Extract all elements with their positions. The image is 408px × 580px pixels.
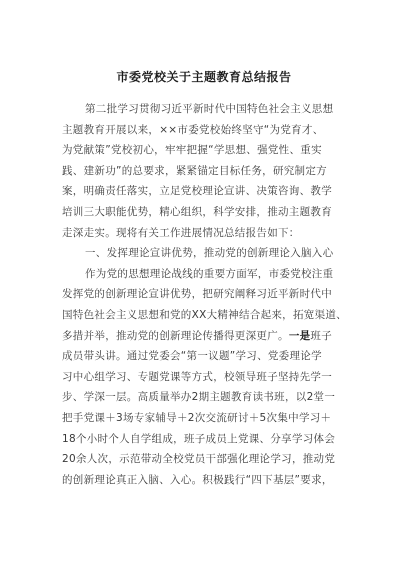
- body-line: 第二批学习贯彻习近平新时代中国特色社会主义思想: [85, 103, 334, 115]
- body-line-tail: 班子: [310, 329, 333, 342]
- body-line: 培训三大职能优势，精心组织，科学安排，推动主题教育: [62, 205, 332, 218]
- body-line: 走深走实。现将有关工作进展情况总结报告如下：: [62, 226, 300, 239]
- body-line-with-emphasis: [62, 326, 352, 347]
- body-line: 国特色社会主义思想和党的XX大精神结合起来，拓宽渠道、: [62, 308, 347, 321]
- body-line: 习中心组学习、专题党课等方式，校领导班子坚持先学一: [62, 370, 332, 383]
- body-line: 成员带头讲。通过党委会“第一议题”学习、党委理论学: [62, 350, 322, 363]
- body-line: 主题教育开展以来，××市委党校始终坚守“为党育才、: [62, 123, 324, 136]
- body-line: 步、学深一层。高质量举办2期主题教育读书班，以2堂一: [62, 391, 336, 404]
- section-heading: 一、发挥理论宣讲优势，推动党的创新理论入脑入心: [85, 247, 334, 260]
- body-line: 为党献策”党校初心，牢牢把握“学思想、强党性、重实: [62, 144, 322, 157]
- body-line: 把手党课＋3场专家辅导＋2次交流研讨＋5次集中学习＋: [62, 411, 332, 424]
- body-line: 发挥党的创新理论宣讲优势，把研究阐释习近平新时代中: [62, 288, 332, 301]
- document-body: [62, 99, 352, 490]
- body-line-text: 多措并举，推动党的创新理论传播得更深更广。: [62, 329, 289, 342]
- document-title: 市委党校关于主题教育总结报告: [116, 70, 292, 84]
- body-line: 的创新理论真正入脑、入心。积极践行“四下基层”要求，: [62, 473, 333, 486]
- body-line: 18个小时个人自学组成，班子成员上党课、分享学习体会: [62, 432, 336, 445]
- body-line: 作为党的思想理论战线的重要方面军，市委党校注重: [85, 267, 334, 280]
- body-line: 践、建新功”的总要求，紧紧锚定目标任务，研究制定方: [62, 164, 327, 177]
- body-line: 20余人次，示范带动全校党员干部强化理论学习，推动党: [62, 453, 336, 466]
- body-line: 案，明确责任落实，立足党校理论宣讲、决策咨询、教学: [62, 185, 332, 198]
- emphasis-text: 一是: [288, 329, 311, 342]
